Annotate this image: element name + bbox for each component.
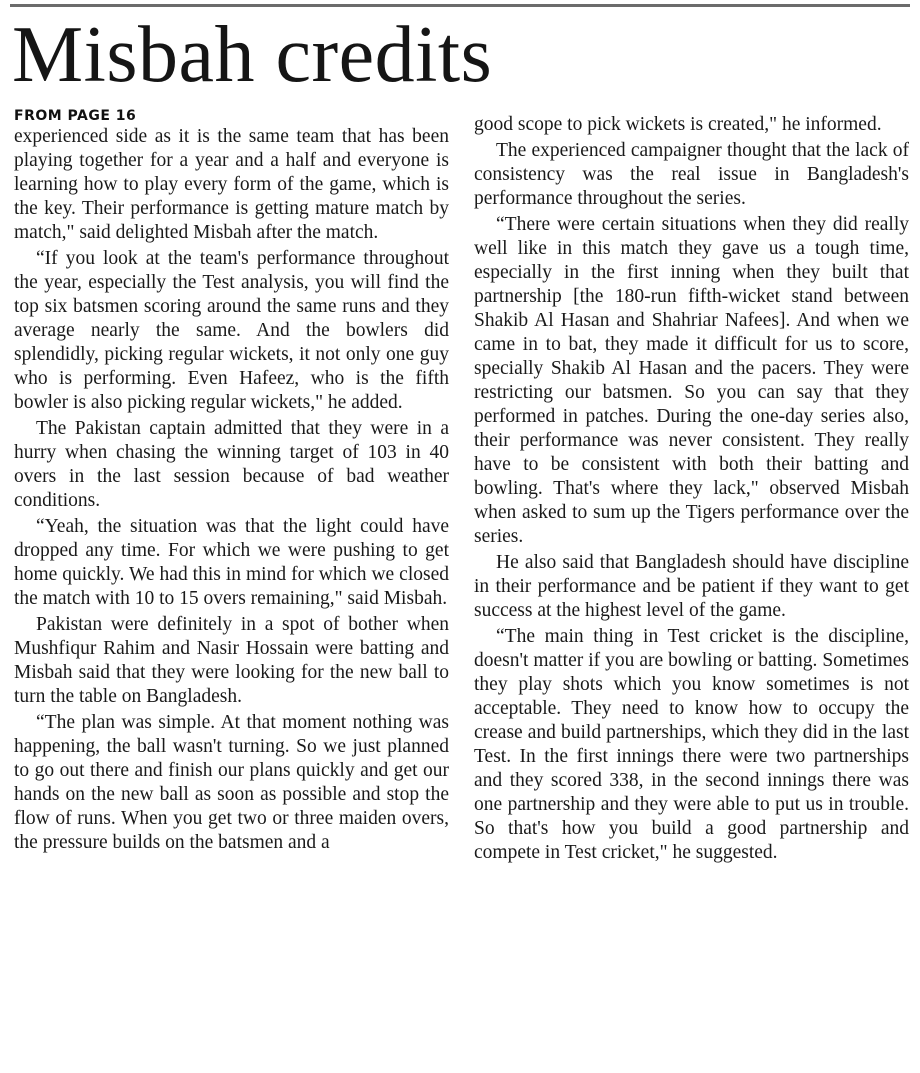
paragraph: “If you look at the team's performance throughout the year, especially the Test analysis, you will find the top six batsmen scoring around the same runs and they average nearly the same. And the bowlers did splendidly, picking regular wickets, it not only one guy who is performing. Even Hafeez, who is the fifth bowler is also picking regular wickets," he added. bbox=[14, 248, 449, 413]
paragraph: experienced side as it is the same team that has been playing together for a year and a half and everyone is learning how to play every form of the game, which is the key. Their performance is getting mature match by match," said delighted Misbah after the match. bbox=[14, 126, 449, 243]
headline: Misbah credits bbox=[12, 11, 493, 99]
paragraph: “There were certain situations when they did really well like in this match they gave us a tough time, especially in the first inning when they built that partnership [the 180-run fifth-wicket stand between Shakib Al Hasan and Shahriar Nafees]. And when we came in to bat, they made it difficult for us to score, specially Shakib Al Hasan and the pacers. They were restricting our batsmen. So you can say that they performed in patches. During the one-day series also, their performance was never consistent. They really have to be consistent with both their batting and bowling. That's where they lack," observed Misbah when asked to sum up the Tigers performance over the series. bbox=[474, 214, 909, 547]
paragraph: The Pakistan captain admitted that they were in a hurry when chasing the winning target of 103 in 40 overs in the last session because of bad weather conditions. bbox=[14, 418, 449, 511]
top-rule bbox=[10, 4, 910, 7]
paragraph: good scope to pick wickets is created," he informed. bbox=[474, 114, 882, 135]
paragraph: “The main thing in Test cricket is the discipline, doesn't matter if you are bowling or batting. Sometimes they play shots which you know sometimes is not acceptable. They need to know how to occupy the crease and build partnerships, which they did in the last Test. In the first innings there were two partnerships and they scored 338, in the second innings there was one partnership and they were able to put us in trouble. So that's how you build a good partnership and compete in Test cricket," he suggested. bbox=[474, 626, 909, 863]
paragraph: The experienced campaigner thought that the lack of consistency was the real issue in Bangladesh's performance throughout the series. bbox=[474, 140, 909, 209]
kicker: FROM PAGE 16 bbox=[14, 108, 137, 124]
left-column bbox=[14, 107, 449, 857]
paragraph: “The plan was simple. At that moment nothing was happening, the ball wasn't turning. So we just planned to go out there and finish our plans quickly and get our hands on the new ball as soon as possible and stop the flow of runs. When you get two or three maiden overs, the pressure builds on the batsmen and a bbox=[14, 712, 449, 853]
paragraph: “Yeah, the situation was that the light could have dropped any time. For which we were pushing to get home quickly. We had this in mind for which we closed the match with 10 to 15 overs remaining," said Misbah. bbox=[14, 516, 449, 609]
paragraph: Pakistan were definitely in a spot of bother when Mushfiqur Rahim and Nasir Hossain were batting and Misbah said that they were looking for the new ball to turn the table on Bangladesh. bbox=[14, 614, 449, 707]
paragraph: He also said that Bangladesh should have discipline in their performance and be patient if they want to get success at the highest level of the game. bbox=[474, 552, 909, 621]
right-column bbox=[474, 113, 909, 867]
